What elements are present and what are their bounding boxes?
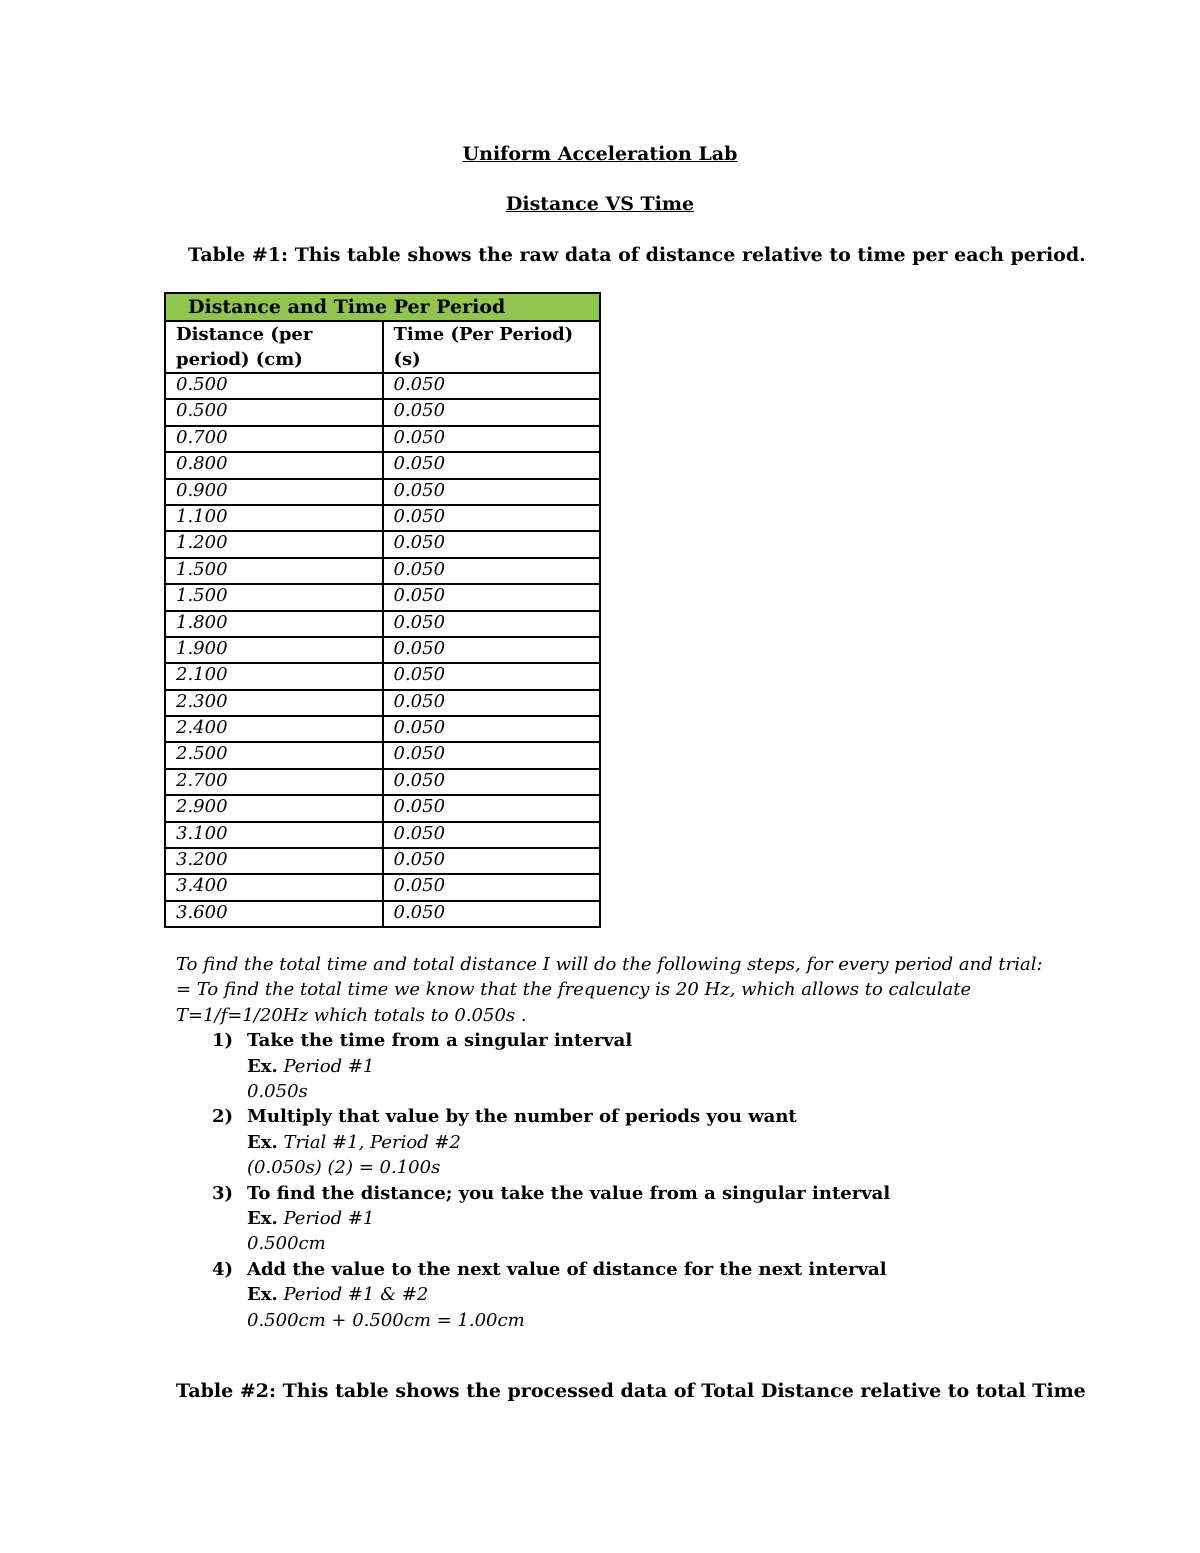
time-cell: 0.050 — [383, 769, 601, 795]
column-header-time: Time (Per Period) (s) — [383, 321, 601, 373]
time-cell: 0.050 — [383, 742, 601, 768]
distance-cell: 0.900 — [165, 479, 383, 505]
table-header: Distance and Time Per Period — [165, 293, 600, 321]
distance-cell: 2.300 — [165, 690, 383, 716]
distance-cell: 1.100 — [165, 505, 383, 531]
table-row — [165, 531, 600, 557]
time-cell: 0.050 — [383, 901, 601, 927]
time-cell: 0.050 — [383, 426, 601, 452]
step-example — [247, 1130, 1056, 1155]
distance-cell: 0.500 — [165, 399, 383, 425]
step-calculation: 0.500cm + 0.500cm = 1.00cm — [247, 1309, 525, 1331]
step-title: Take the time from a singular interval — [247, 1030, 633, 1052]
example-text: Trial #1, Period #2 — [283, 1131, 461, 1153]
table-row — [165, 795, 600, 821]
table-row — [165, 505, 600, 531]
table-row — [165, 769, 600, 795]
time-cell: 0.050 — [383, 452, 601, 478]
step-item — [176, 1181, 1056, 1257]
distance-cell: 3.200 — [165, 848, 383, 874]
table-row — [165, 663, 600, 689]
distance-cell: 1.800 — [165, 611, 383, 637]
example-label: Ex. — [247, 1131, 278, 1153]
step-example — [247, 1282, 1056, 1307]
table-row — [165, 690, 600, 716]
step-calculation: 0.050s — [247, 1081, 308, 1103]
time-cell: 0.050 — [383, 399, 601, 425]
table-row — [165, 479, 600, 505]
step-example — [247, 1206, 1056, 1231]
table-row — [165, 584, 600, 610]
distance-cell: 2.100 — [165, 663, 383, 689]
time-cell: 0.050 — [383, 611, 601, 637]
procedure-steps — [176, 952, 1056, 1333]
distance-cell: 3.400 — [165, 874, 383, 900]
table-row — [165, 637, 600, 663]
table-row — [165, 742, 600, 768]
distance-cell: 1.900 — [165, 637, 383, 663]
table2-caption: Table #2: This table shows the processed data of Total Distance relative to total Time — [176, 1380, 1086, 1402]
distance-cell: 3.100 — [165, 822, 383, 848]
example-text: Period #1 — [283, 1208, 375, 1230]
example-label: Ex. — [247, 1055, 278, 1077]
time-cell: 0.050 — [383, 531, 601, 557]
distance-cell: 1.200 — [165, 531, 383, 557]
step-example — [247, 1054, 1056, 1079]
step-number: 1) — [212, 1030, 234, 1052]
distance-cell: 2.700 — [165, 769, 383, 795]
time-cell: 0.050 — [383, 558, 601, 584]
procedure-intro-2: = To find the total time we know that the frequency is 20 Hz, which allows to calculate — [176, 979, 972, 1001]
time-cell: 0.050 — [383, 505, 601, 531]
distance-cell: 1.500 — [165, 558, 383, 584]
step-item — [176, 1028, 1056, 1104]
table-row — [165, 452, 600, 478]
distance-cell: 0.700 — [165, 426, 383, 452]
time-cell: 0.050 — [383, 716, 601, 742]
time-cell: 0.050 — [383, 637, 601, 663]
example-label: Ex. — [247, 1208, 278, 1230]
example-label: Ex. — [247, 1284, 278, 1306]
step-item — [176, 1257, 1056, 1333]
table-row — [165, 611, 600, 637]
procedure-intro-3: T=1/f=1/20Hz which totals to 0.050s . — [176, 1004, 527, 1026]
step-title: Add the value to the next value of distance for the next interval — [247, 1258, 887, 1280]
distance-cell: 2.900 — [165, 795, 383, 821]
step-calculation: (0.050s) (2) = 0.100s — [247, 1157, 441, 1179]
step-list — [176, 1028, 1056, 1333]
time-cell: 0.050 — [383, 373, 601, 399]
step-title: Multiply that value by the number of periods you want — [247, 1106, 797, 1128]
document-subtitle: Distance VS Time — [505, 193, 695, 215]
distance-cell: 0.800 — [165, 452, 383, 478]
step-number: 3) — [212, 1182, 234, 1204]
example-text: Period #1 & #2 — [283, 1284, 429, 1306]
time-cell: 0.050 — [383, 584, 601, 610]
step-calculation: 0.500cm — [247, 1233, 326, 1255]
column-header-distance: Distance (per period) (cm) — [165, 321, 383, 373]
example-text: Period #1 — [283, 1055, 375, 1077]
step-number: 4) — [212, 1258, 234, 1280]
table-row — [165, 558, 600, 584]
procedure-intro-1: To find the total time and total distance I will do the following steps, for every period and trial: — [176, 954, 1043, 975]
table-row — [165, 426, 600, 452]
time-cell: 0.050 — [383, 848, 601, 874]
time-cell: 0.050 — [383, 795, 601, 821]
time-cell: 0.050 — [383, 822, 601, 848]
time-cell: 0.050 — [383, 479, 601, 505]
distance-cell: 2.500 — [165, 742, 383, 768]
table-row — [165, 822, 600, 848]
time-cell: 0.050 — [383, 874, 601, 900]
table-row — [165, 716, 600, 742]
distance-cell: 2.400 — [165, 716, 383, 742]
document-title: Uniform Acceleration Lab — [462, 143, 738, 165]
distance-time-table — [164, 292, 601, 928]
time-cell: 0.050 — [383, 663, 601, 689]
step-title: To find the distance; you take the value from a singular interval — [247, 1182, 891, 1204]
distance-cell: 0.500 — [165, 373, 383, 399]
step-item — [176, 1104, 1056, 1180]
table-row — [165, 373, 600, 399]
table-row — [165, 848, 600, 874]
distance-cell: 3.600 — [165, 901, 383, 927]
distance-cell: 1.500 — [165, 584, 383, 610]
column-header-row — [165, 321, 600, 373]
table1-caption: Table #1: This table shows the raw data of distance relative to time per each period. — [188, 244, 1086, 266]
step-number: 2) — [212, 1106, 234, 1128]
table-header-row — [165, 293, 600, 321]
time-cell: 0.050 — [383, 690, 601, 716]
table-row — [165, 874, 600, 900]
table-row — [165, 399, 600, 425]
table-row — [165, 901, 600, 927]
